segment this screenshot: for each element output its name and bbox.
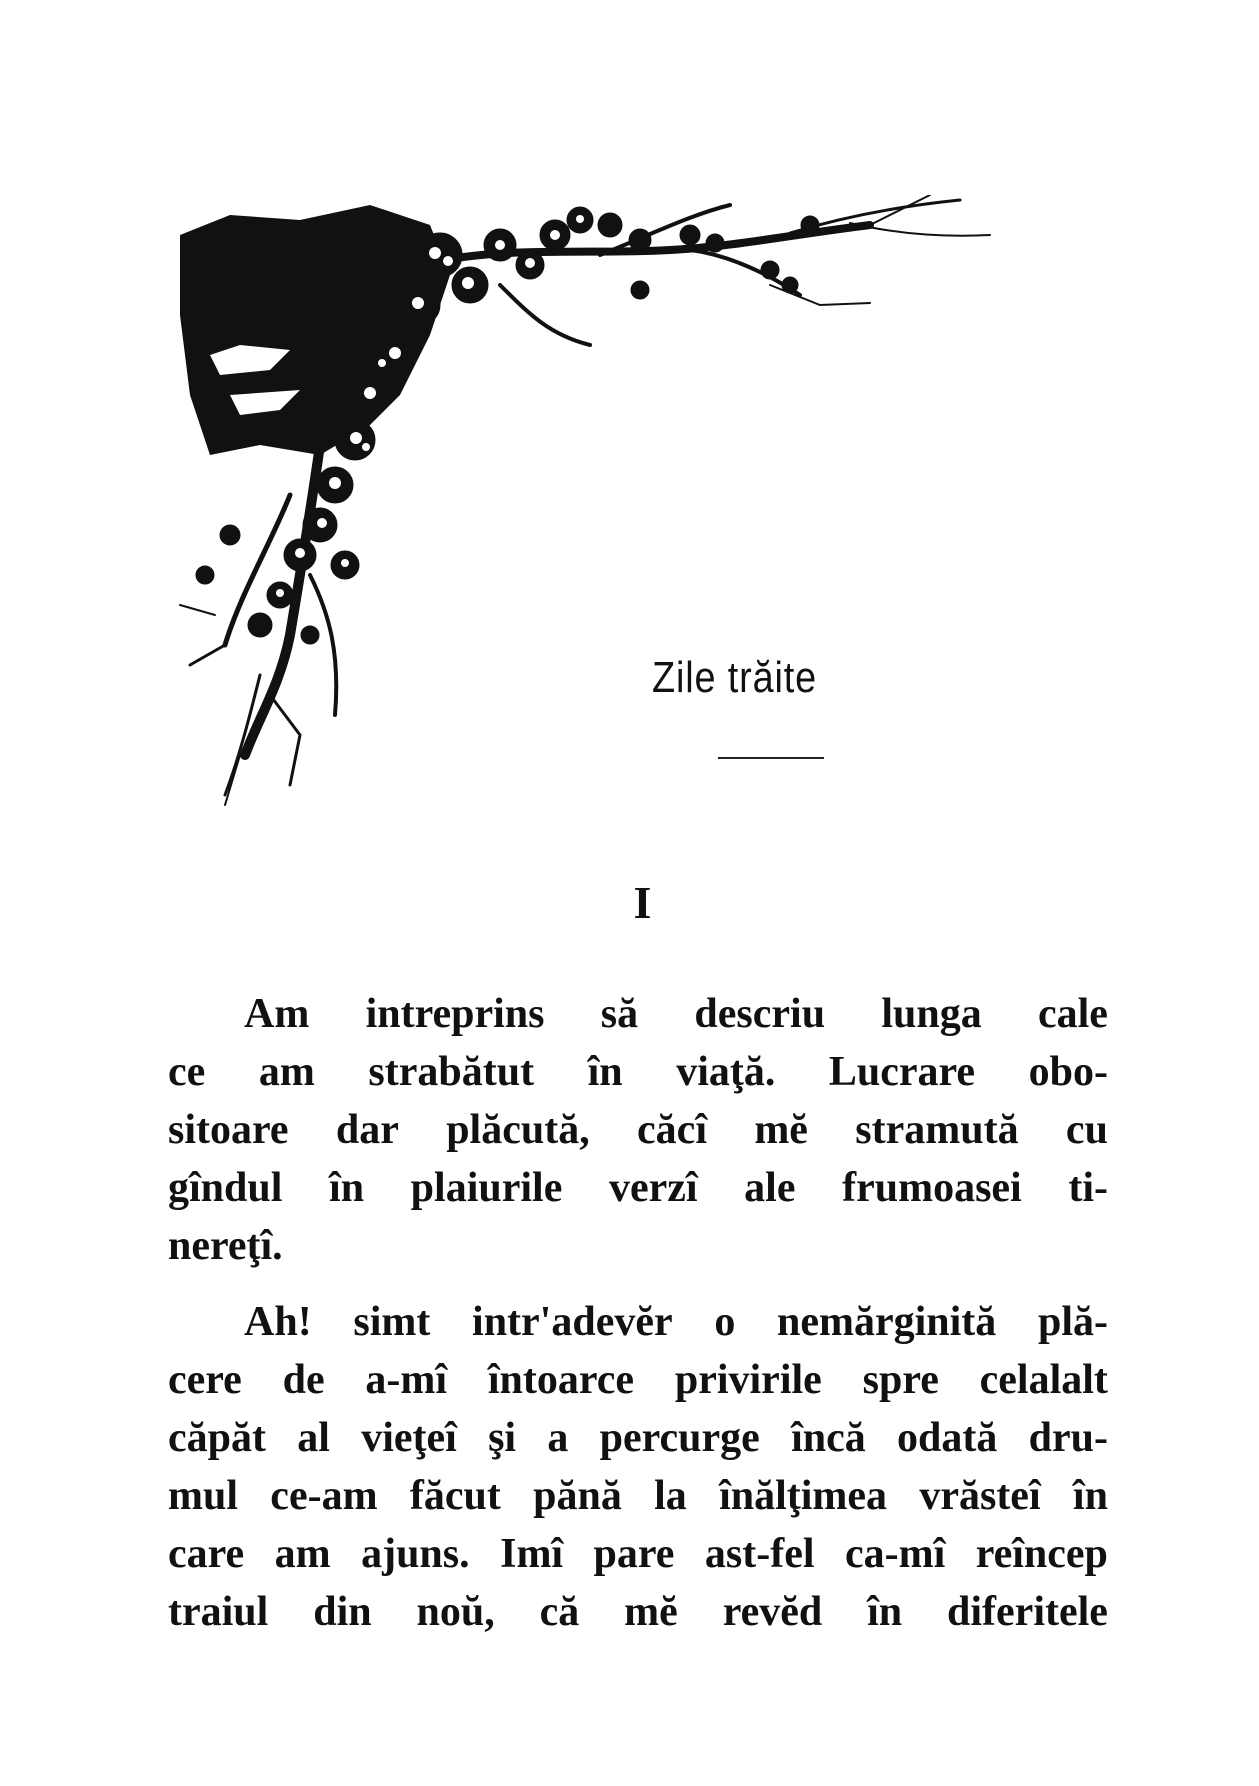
chapter-title: Zile trăite <box>652 653 818 702</box>
text-line <box>168 1525 1108 1583</box>
word: frumoasei <box>842 1165 1022 1211</box>
word: mĕ <box>754 1107 808 1153</box>
word: încă <box>791 1415 866 1461</box>
text-line <box>168 1101 1108 1159</box>
word: al <box>297 1415 330 1461</box>
word: întoarce <box>487 1357 635 1403</box>
word: în <box>329 1165 365 1211</box>
word: ce <box>168 1049 206 1095</box>
word: odată <box>897 1415 998 1461</box>
word: ajuns. <box>361 1531 470 1577</box>
word: pănă <box>533 1473 622 1519</box>
word: nemărginită <box>776 1299 997 1345</box>
word: stramută <box>855 1107 1019 1153</box>
word: percurge <box>599 1415 760 1461</box>
word: Lucrare <box>828 1049 976 1095</box>
word: dru- <box>1028 1415 1108 1461</box>
word: că <box>539 1589 580 1635</box>
word: nereţî. <box>168 1223 283 1269</box>
word: în <box>1072 1473 1108 1519</box>
word: spre <box>862 1357 939 1403</box>
word: intr'adevĕr <box>472 1299 673 1345</box>
word: vrăsteî <box>919 1473 1041 1519</box>
word: noŭ, <box>416 1589 495 1635</box>
word: a <box>547 1415 569 1461</box>
text-line <box>168 985 1108 1043</box>
section-number: I <box>633 877 652 928</box>
text-line <box>168 1409 1108 1467</box>
word: strabătut <box>368 1049 535 1095</box>
word: descriu <box>694 991 826 1037</box>
word: reîncep <box>975 1531 1108 1577</box>
text-line <box>168 1467 1108 1525</box>
word: ca-mî <box>844 1531 946 1577</box>
word: în <box>587 1049 623 1095</box>
word: am <box>274 1531 331 1577</box>
word: din <box>313 1589 372 1635</box>
word: intreprins <box>365 991 545 1037</box>
word: la <box>654 1473 687 1519</box>
text-line <box>168 1583 1108 1641</box>
word: Imî <box>500 1531 564 1577</box>
word: diferitele <box>947 1589 1108 1635</box>
word: să <box>600 991 639 1037</box>
word: făcut <box>409 1473 501 1519</box>
word: căpăt <box>168 1415 266 1461</box>
word: sitoare <box>168 1107 289 1153</box>
text-line <box>168 1351 1108 1409</box>
word: viaţă. <box>676 1049 776 1095</box>
word: vieţeî <box>361 1415 457 1461</box>
word: simt <box>353 1299 431 1345</box>
word: obo- <box>1028 1049 1108 1095</box>
word: şi <box>488 1415 517 1461</box>
body-text <box>168 985 1108 1641</box>
word: plăcută, <box>446 1107 590 1153</box>
word: căcî <box>637 1107 707 1153</box>
word: înălţimea <box>719 1473 888 1519</box>
word: ast-fel <box>704 1531 815 1577</box>
word: plaiurile <box>410 1165 563 1211</box>
word: ce-am <box>270 1473 378 1519</box>
word: cu <box>1065 1107 1108 1153</box>
blossom-branch-corner-ornament-icon <box>170 195 1010 815</box>
word: dar <box>335 1107 399 1153</box>
text-line <box>168 1043 1108 1101</box>
word: gîndul <box>168 1165 283 1211</box>
word: cale <box>1037 991 1108 1037</box>
word: a-mî <box>365 1357 448 1403</box>
word: verzî <box>608 1165 698 1211</box>
word: privirile <box>674 1357 822 1403</box>
word: mul <box>168 1473 239 1519</box>
text-line <box>168 1159 1108 1217</box>
word: Ah! <box>244 1299 312 1345</box>
word: celalalt <box>979 1357 1108 1403</box>
word: o <box>714 1299 736 1345</box>
word: am <box>258 1049 315 1095</box>
word: mĕ <box>624 1589 678 1635</box>
word: lunga <box>881 991 982 1037</box>
word: ale <box>744 1165 796 1211</box>
word: plă- <box>1037 1299 1108 1345</box>
word: ti- <box>1068 1165 1108 1211</box>
word: revĕd <box>722 1589 823 1635</box>
text-line <box>168 1293 1108 1351</box>
paragraph-gap <box>168 1275 1108 1293</box>
word: de <box>282 1357 325 1403</box>
word: cere <box>168 1357 242 1403</box>
word: Am <box>244 991 310 1037</box>
title-rule <box>718 757 824 759</box>
word: în <box>867 1589 903 1635</box>
word: care <box>168 1531 245 1577</box>
word: pare <box>593 1531 675 1577</box>
word: traiul <box>168 1589 269 1635</box>
text-line <box>168 1217 1108 1275</box>
